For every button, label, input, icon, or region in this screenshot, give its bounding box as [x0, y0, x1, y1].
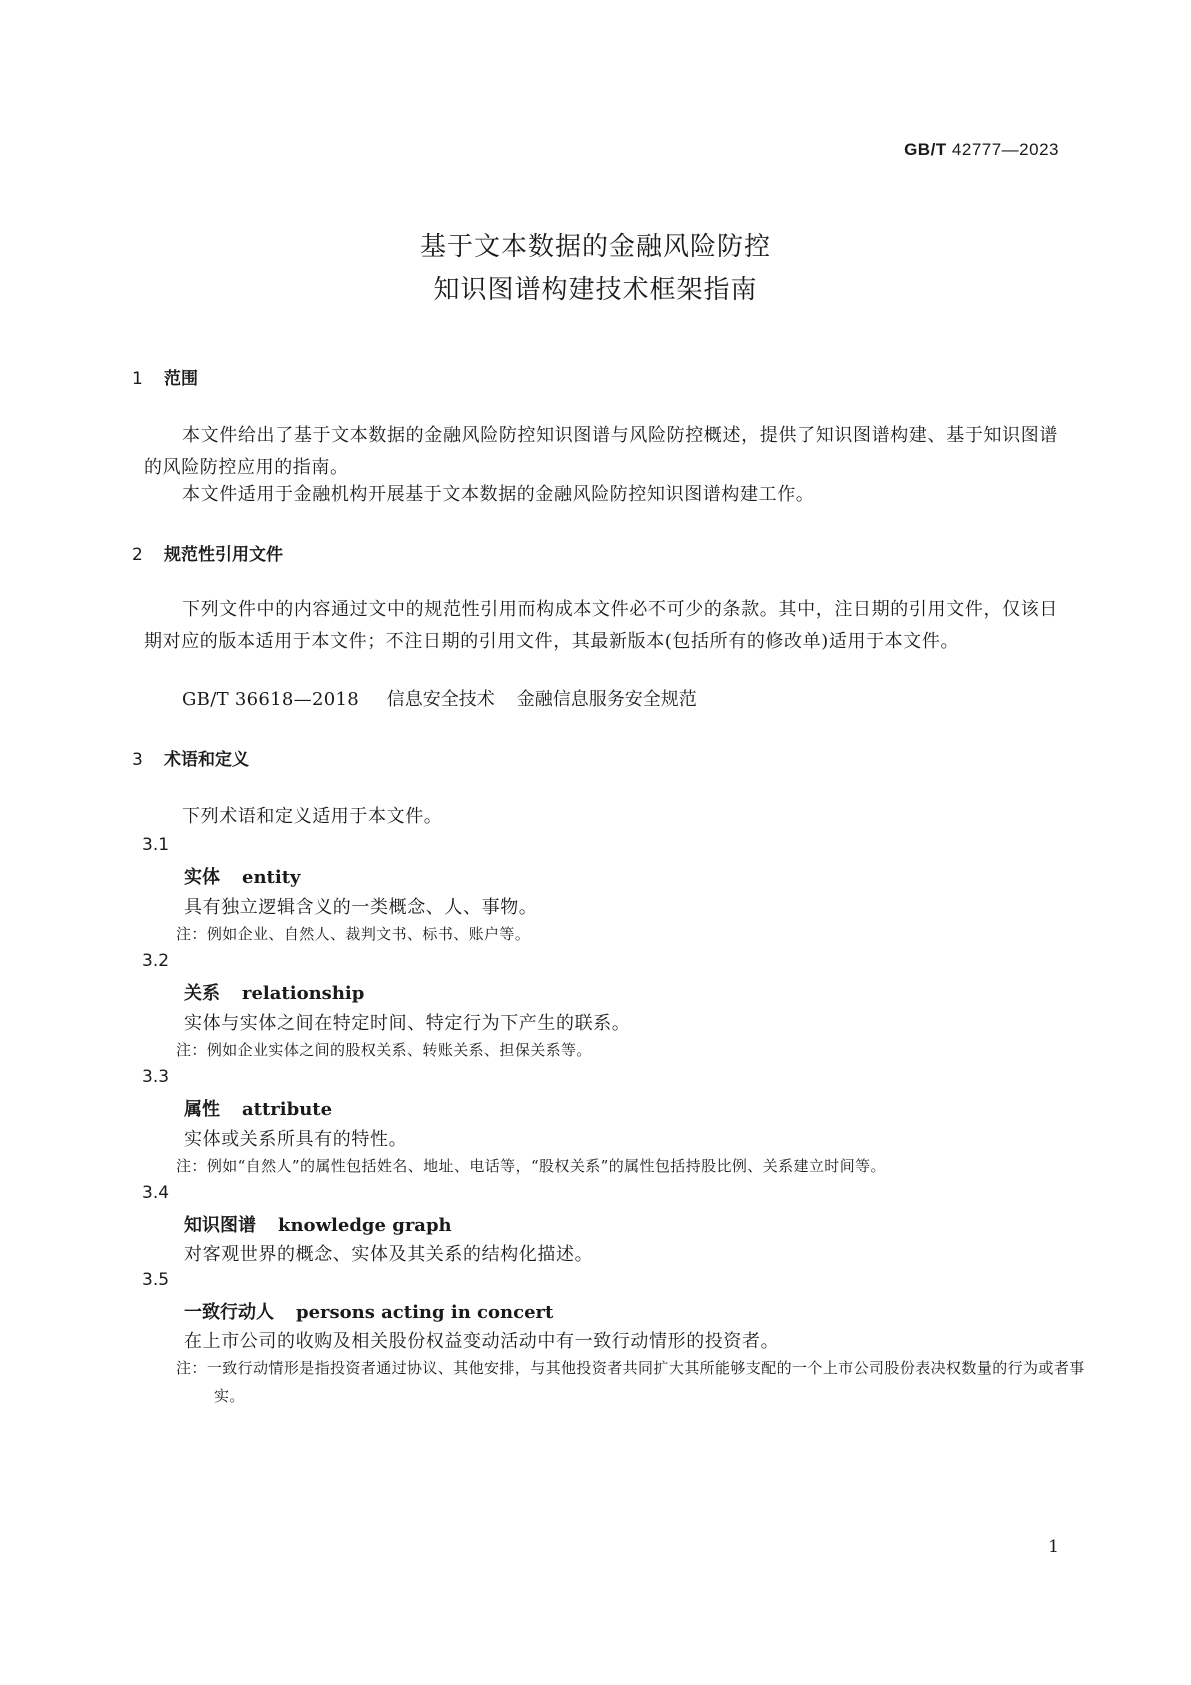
- term-note: [176, 1155, 886, 1176]
- reference-title-a: 信息安全技术: [386, 689, 495, 710]
- note-label: 注：: [176, 925, 207, 943]
- term-en: knowledge graph: [278, 1215, 452, 1236]
- term-note: [176, 923, 530, 944]
- section-title: 规范性引用文件: [164, 545, 283, 565]
- term-number: 3.4: [142, 1183, 170, 1203]
- section-title: 范围: [164, 369, 198, 389]
- normative-reference: [182, 685, 697, 711]
- section-2-heading: [132, 540, 283, 565]
- term-zh: 实体: [184, 867, 220, 888]
- section-1-paragraph-1: 本文件给出了基于文本数据的金融风险防控知识图谱与风险防控概述，提供了知识图谱构建、基于知识图谱的风险防控应用的指南。: [144, 425, 1058, 478]
- section-2-paragraph-1: 下列文件中的内容通过文中的规范性引用而构成本文件必不可少的条款。其中，注日期的引用文件，仅该日期对应的版本适用于本文件；不注日期的引用文件，其最新版本(包括所有的修改单)适用于本文件。: [144, 599, 1058, 652]
- term-en: entity: [242, 867, 301, 888]
- term-definition: 在上市公司的收购及相关股份权益变动活动中有一致行动情形的投资者。: [184, 1331, 780, 1352]
- term-en: attribute: [242, 1099, 333, 1120]
- term-heading: [184, 1298, 553, 1324]
- standard-code: 42777—2023: [951, 140, 1059, 159]
- term-definition: 具有独立逻辑含义的一类概念、人、事物。: [184, 897, 538, 918]
- page-number: 1: [1048, 1537, 1059, 1557]
- term-zh: 知识图谱: [184, 1215, 256, 1236]
- section-1-heading: [132, 364, 198, 389]
- term-heading: [184, 979, 364, 1005]
- document-title-line1: 基于文本数据的金融风险防控: [419, 232, 771, 262]
- term-heading: [184, 1095, 332, 1121]
- term-zh: 属性: [184, 1099, 220, 1120]
- term-definition: 对客观世界的概念、实体及其关系的结构化描述。: [184, 1244, 594, 1265]
- document-title-line2: 知识图谱构建技术框架指南: [433, 275, 758, 305]
- note-label: 注：: [176, 1041, 207, 1059]
- term-heading: [184, 1211, 452, 1237]
- term-note: [176, 1039, 592, 1060]
- term-number: 3.3: [142, 1067, 170, 1087]
- reference-title-b: 金融信息服务安全规范: [516, 689, 697, 710]
- term-definition: 实体与实体之间在特定时间、特定行为下产生的联系。: [184, 1013, 631, 1034]
- term-zh: 关系: [184, 983, 220, 1004]
- note-label: 注：: [176, 1359, 207, 1377]
- term-en: relationship: [242, 983, 365, 1004]
- section-number: 1: [132, 369, 143, 389]
- term-en: persons acting in concert: [296, 1302, 554, 1323]
- note-text: 例如企业、自然人、裁判文书、标书、账户等。: [206, 925, 531, 943]
- term-number: 3.2: [142, 951, 170, 971]
- term-number: 3.5: [142, 1270, 170, 1290]
- section-3-intro: 下列术语和定义适用于本文件。: [182, 806, 443, 827]
- section-number: 3: [132, 750, 143, 770]
- term-zh: 一致行动人: [184, 1302, 274, 1323]
- note-text: 例如“自然人”的属性包括姓名、地址、电话等，“股权关系”的属性包括持股比例、关系建立时间等。: [206, 1157, 886, 1175]
- note-label: 注：: [176, 1157, 207, 1175]
- note-text: 例如企业实体之间的股权关系、转账关系、担保关系等。: [206, 1041, 592, 1059]
- section-number: 2: [132, 545, 143, 565]
- section-title: 术语和定义: [164, 750, 249, 770]
- standard-number: [904, 140, 1059, 160]
- section-1-paragraph-2: 本文件适用于金融机构开展基于文本数据的金融风险防控知识图谱构建工作。: [182, 484, 815, 505]
- term-heading: [184, 863, 300, 889]
- term-note: [176, 1354, 1094, 1410]
- reference-code: GB/T 36618—2018: [182, 689, 359, 710]
- standard-prefix: GB/T: [904, 140, 947, 159]
- section-3-heading: [132, 745, 249, 770]
- term-number: 3.1: [142, 835, 170, 855]
- term-definition: 实体或关系所具有的特性。: [184, 1129, 408, 1150]
- note-text: 一致行动情形是指投资者通过协议、其他安排，与其他投资者共同扩大其所能够支配的一个上市公司股份表决权数量的行为或者事实。: [206, 1359, 1085, 1405]
